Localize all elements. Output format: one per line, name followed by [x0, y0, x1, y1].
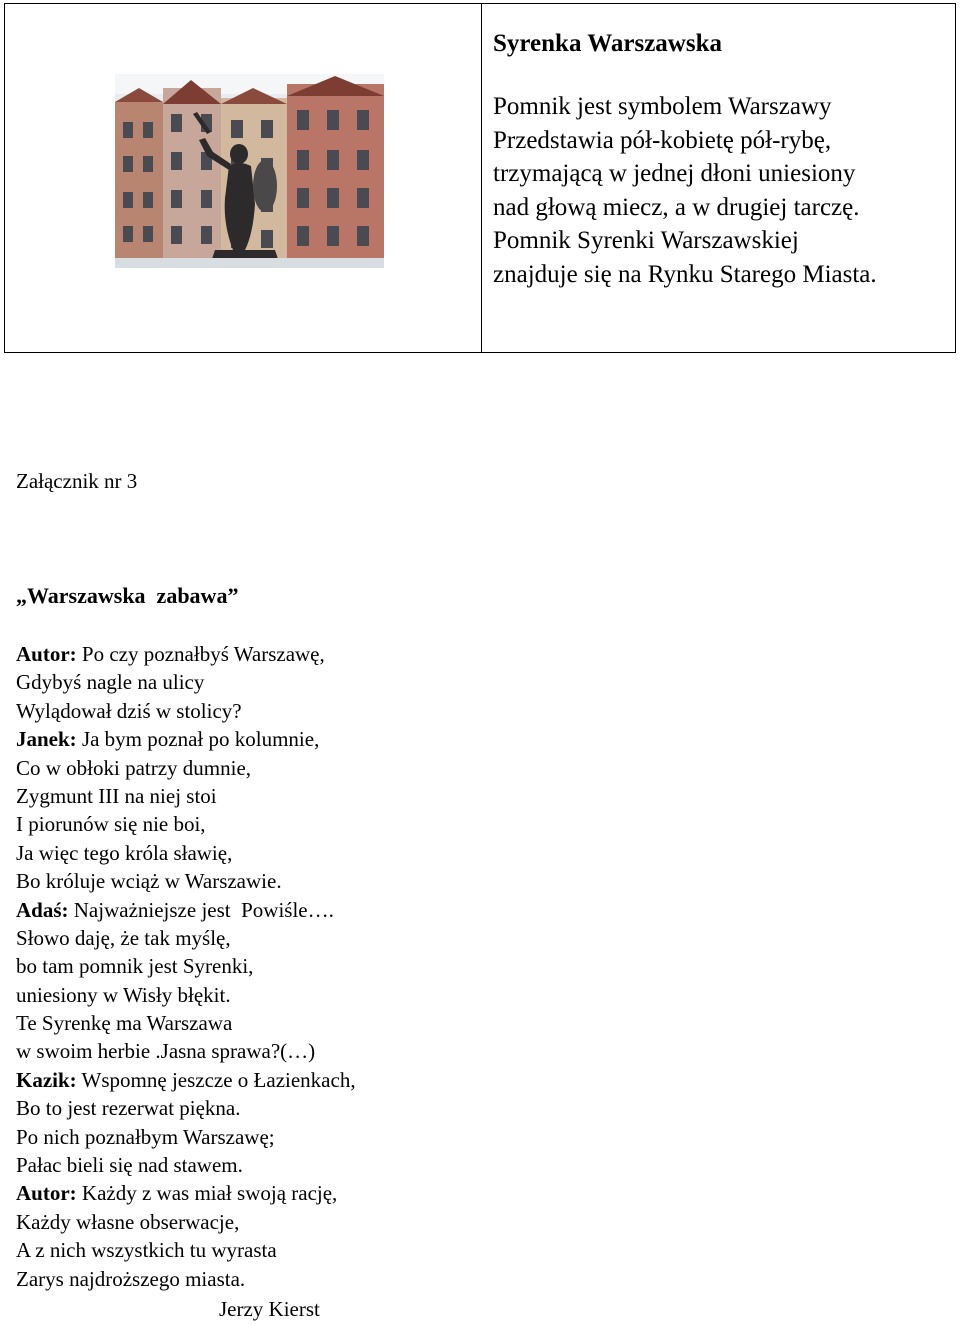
info-line: Przedstawia pół-kobietę pół-rybę, — [493, 126, 832, 154]
poem-line-text: Te Syrenkę ma Warszawa — [16, 1011, 233, 1036]
poem-line — [16, 952, 536, 980]
info-line: znajduje się na Rynku Starego Miasta. — [493, 260, 877, 288]
info-line: Pomnik Syrenki Warszawskiej — [493, 227, 799, 254]
info-line: trzymającą w jednej dłoni uniesiony — [493, 160, 856, 187]
poem-line — [16, 725, 536, 753]
poem-author: Jerzy Kierst — [219, 1297, 320, 1321]
poem-line-text: Wspomnę jeszcze o Łazienkach, — [76, 1067, 356, 1092]
speaker-label: Autor: — [16, 642, 77, 666]
poem-line — [16, 839, 536, 867]
poem-line — [16, 1179, 536, 1207]
poem-line-text: Zygmunt III na niej stoi — [16, 783, 217, 808]
poem-line — [16, 981, 536, 1009]
poem-line — [16, 1236, 536, 1264]
poem-line — [16, 640, 536, 668]
poem-line — [16, 697, 536, 725]
info-line: Pomnik jest symbolem Warszawy — [493, 93, 832, 120]
poem-line-text: Ja więc tego króla sławię, — [16, 840, 233, 865]
poem-line-text: Każdy z was miał swoją rację, — [76, 1181, 338, 1206]
poem-line-text: Po nich poznałbym Warszawę; — [16, 1124, 275, 1149]
speaker-label: Autor: — [16, 1181, 77, 1206]
speaker-label: Janek: — [16, 727, 77, 752]
poem-line-text: Każdy własne obserwacje, — [16, 1209, 240, 1234]
info-box — [493, 28, 953, 291]
poem-line — [16, 782, 536, 810]
poem-line — [16, 1066, 536, 1094]
poem-line-text: w swoim herbie .Jasna sprawa?(…) — [16, 1039, 316, 1064]
poem-line-text: Bo króluje wciąż w Warszawie. — [16, 869, 282, 894]
speaker-label: Kazik: — [16, 1067, 77, 1092]
annex-label: Załącznik nr 3 — [16, 469, 138, 493]
poem-line-text: Pałac bieli się nad stawem. — [16, 1153, 243, 1178]
poem-line — [16, 1265, 536, 1293]
poem-line-text: bo tam pomnik jest Syrenki, — [16, 954, 254, 979]
poem-line-text: uniesiony w Wisły błękit. — [16, 982, 231, 1007]
poem-line-text: Słowo daję, że tak myślę, — [16, 925, 231, 950]
poem-line-text: Najważniejsze jest Powiśle…. — [68, 897, 334, 922]
poem-line — [16, 1037, 536, 1065]
info-line: nad głową miecz, a w drugiej tarczę. — [493, 193, 860, 221]
poem-line-text: Co w obłoki patrzy dumnie, — [16, 755, 252, 780]
poem-line-text: A z nich wszystkich tu wyrasta — [16, 1238, 277, 1263]
poem-line-text: Zarys najdroższego miasta. — [16, 1266, 246, 1291]
poem-line-text: Bo to jest rezerwat piękna. — [16, 1096, 241, 1121]
info-title: Syrenka Warszawska — [493, 30, 722, 57]
poem-line-text: I piorunów się nie boi, — [16, 812, 206, 837]
poem-line-text: Po czy poznałbyś Warszawę, — [76, 642, 325, 666]
poem-body — [16, 640, 536, 1293]
poem-line — [16, 754, 536, 782]
poem-line-text: Gdybyś nagle na ulicy — [16, 670, 205, 695]
poem-line — [16, 1151, 536, 1179]
poem-line — [16, 810, 536, 838]
poem-line — [16, 1123, 536, 1151]
poem-line-text: Ja bym poznał po kolumnie, — [76, 727, 320, 752]
speaker-label: Adaś: — [16, 897, 69, 922]
poem-line — [16, 668, 536, 696]
table-divider — [481, 4, 482, 352]
poem-line-text: Wylądował dziś w stolicy? — [16, 698, 242, 723]
poem-line — [16, 896, 536, 924]
poem-title: „Warszawska zabawa” — [16, 583, 239, 608]
poem-line — [16, 924, 536, 952]
poem-line — [16, 1009, 536, 1037]
info-table — [4, 3, 956, 353]
poem-line — [16, 1094, 536, 1122]
poem-line — [16, 1208, 536, 1236]
poem-line — [16, 867, 536, 895]
mermaid-statue-photo — [115, 74, 384, 268]
